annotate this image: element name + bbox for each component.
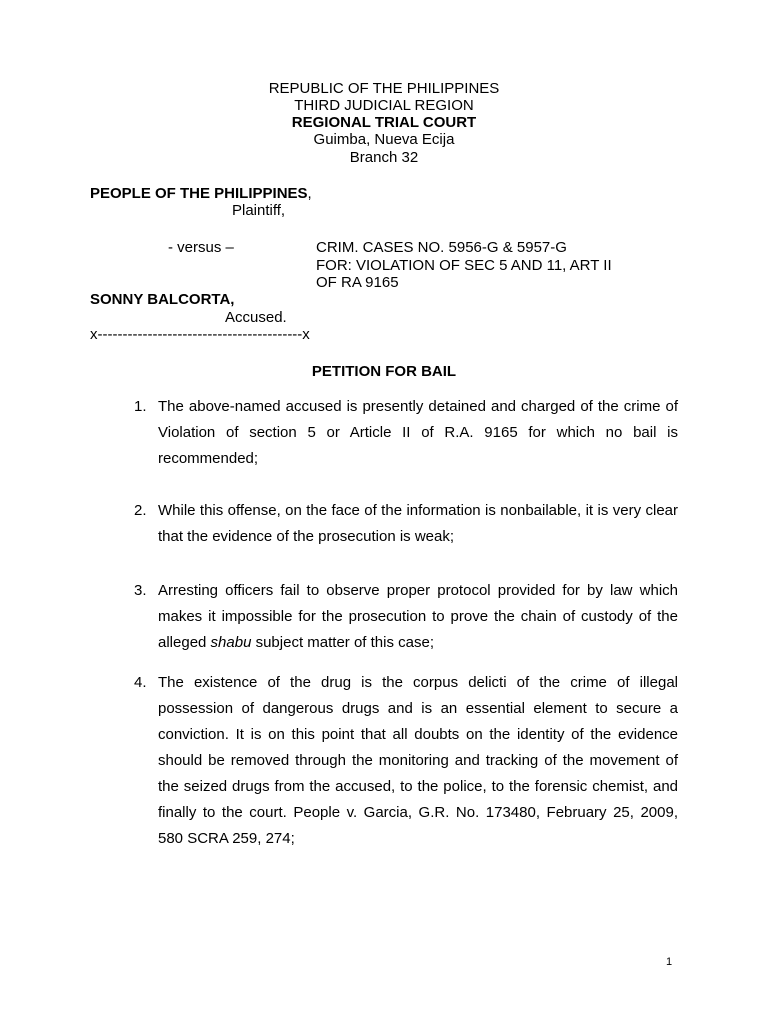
paragraph-text: The above-named accused is presently detained and charged of the crime of Violation of section 5 or Article II of R.A. 9165 for which no bail is recommended;	[158, 398, 678, 467]
case-charge-cont: OF RA 9165	[316, 274, 399, 291]
header-location: Guimba, Nueva Ecija	[313, 131, 455, 148]
paragraph-number: 1.	[134, 398, 147, 415]
versus-label: - versus –	[168, 239, 234, 256]
paragraph-number: 2.	[134, 502, 147, 519]
document-title: PETITION FOR BAIL	[311, 363, 457, 380]
plaintiff-name: PEOPLE OF THE PHILIPPINES	[90, 185, 308, 202]
header-region: THIRD JUDICIAL REGION	[294, 97, 474, 114]
plaintiff-role: Plaintiff,	[232, 202, 286, 219]
paragraph-1	[132, 394, 678, 472]
case-number: CRIM. CASES NO. 5956-G & 5957-G	[316, 239, 567, 256]
paragraph-text: While this offense, on the face of the information is nonbailable, it is very clear that the evidence of the prosecution is weak;	[158, 502, 678, 545]
case-charge: FOR: VIOLATION OF SEC 5 AND 11, ART II	[316, 257, 612, 274]
paragraph-text-italic: shabu	[210, 634, 252, 651]
paragraph-3	[132, 578, 678, 656]
paragraph-2	[132, 498, 678, 550]
paragraph-number: 3.	[134, 582, 147, 599]
accused-name: SONNY BALCORTA,	[90, 291, 235, 308]
paragraph-number: 4.	[134, 674, 147, 691]
paragraph-text-after: subject matter of this case;	[251, 634, 434, 651]
plaintiff-comma: ,	[307, 185, 312, 202]
plaintiff-name-line	[90, 185, 312, 203]
header-court: REGIONAL TRIAL COURT	[291, 114, 477, 131]
paragraph-4	[132, 670, 678, 852]
caption-separator: x-----------------------------------------x	[90, 326, 310, 343]
page-number: 1	[666, 956, 673, 968]
paragraph-text-before: Arresting officers fail to observe proper protocol provided for by law which makes it impossible for the prosecution to prove the chain of custody of the alleged	[158, 582, 678, 651]
header-branch: Branch 32	[349, 149, 419, 166]
paragraph-text: The existence of the drug is the corpus delicti of the crime of illegal possession of dangerous drugs and is an essential element to secure a conviction. It is on this point that all doubts on the identity of the evidence should be removed through the monitoring and tracking of the movement of the seized drugs from the accused, to the police, to the forensic chemist, and finally to the court. People v. Garcia, G.R. No. 173480, February 25, 2009, 580 SCRA 259, 274;	[158, 674, 678, 847]
petition-paragraphs	[132, 394, 678, 852]
accused-role: Accused.	[225, 309, 287, 326]
paragraph-text	[158, 582, 678, 651]
header-republic: REPUBLIC OF THE PHILIPPINES	[268, 80, 500, 97]
